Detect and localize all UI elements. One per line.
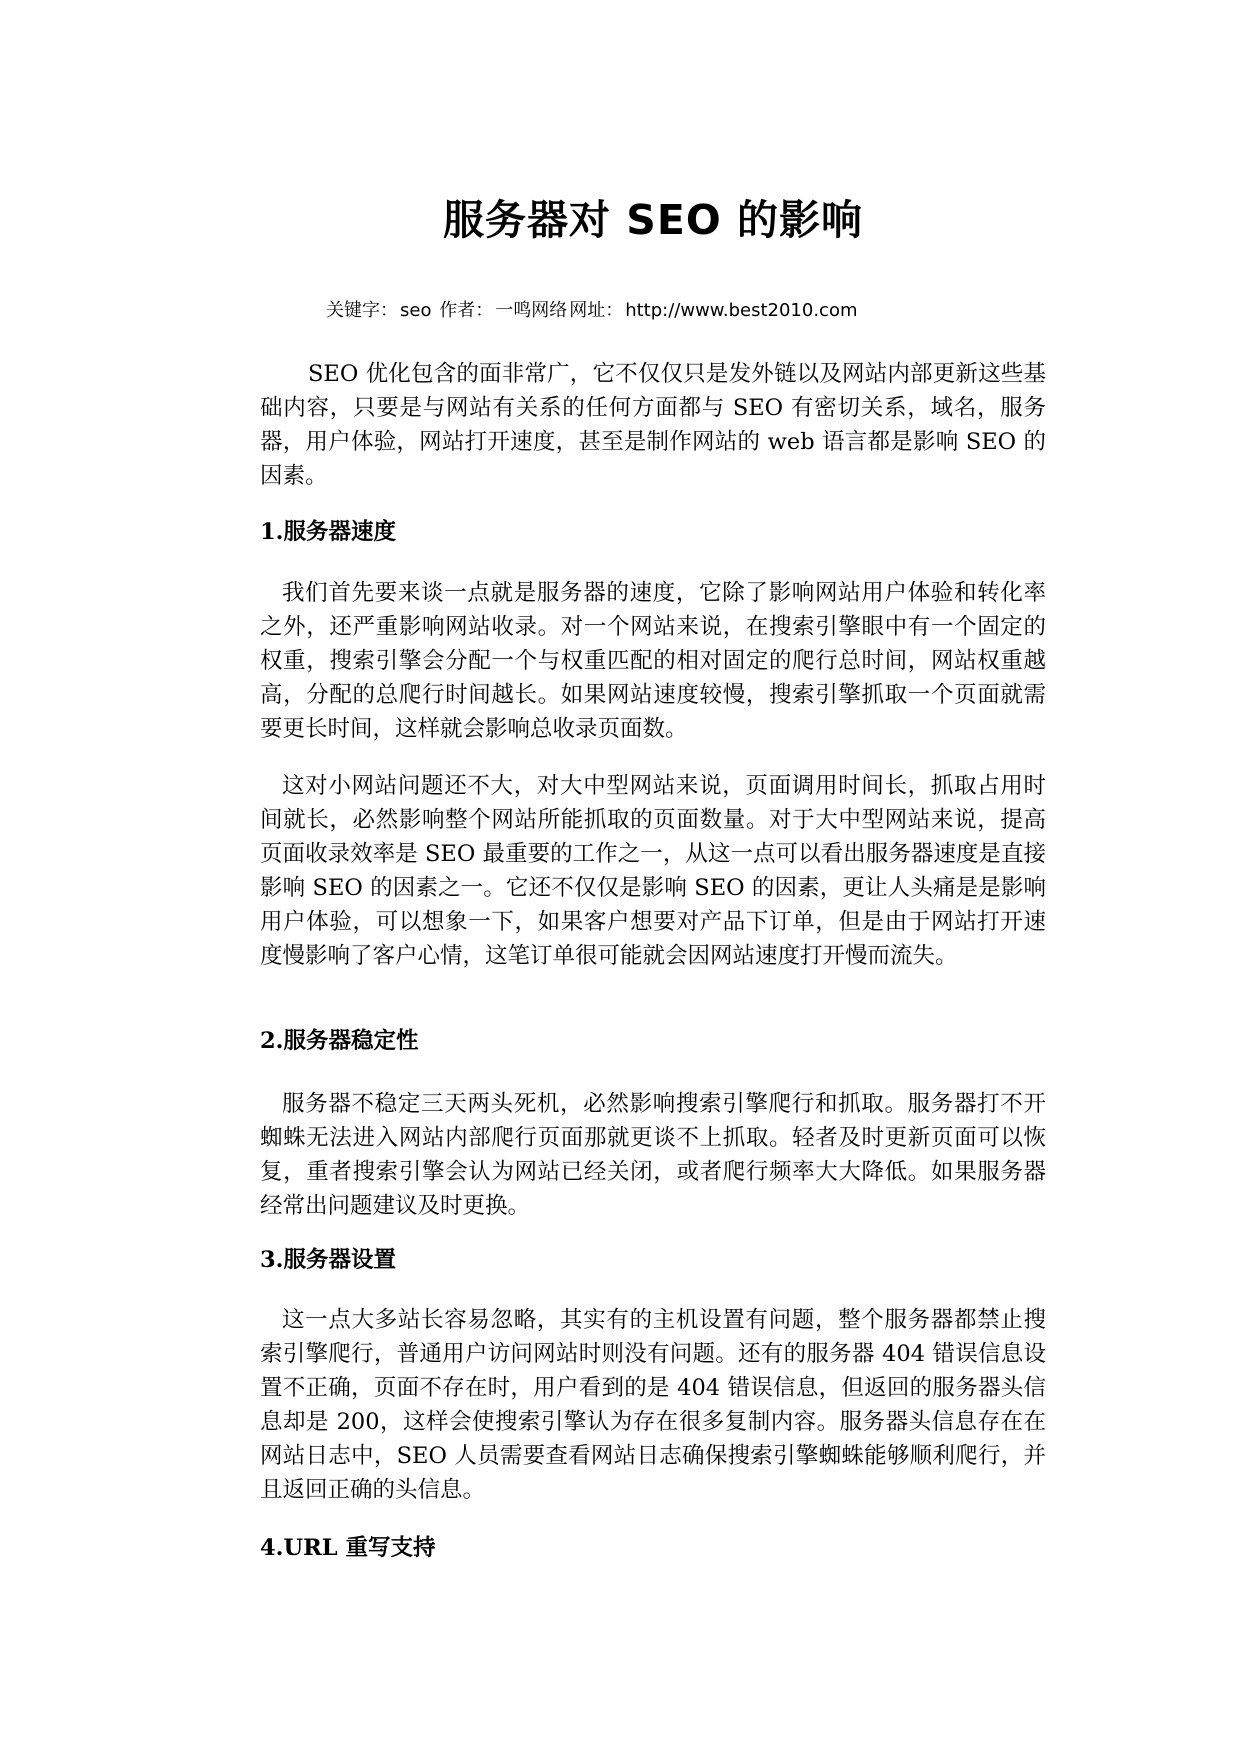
document-title: 服务器对 SEO 的影响: [443, 196, 863, 244]
keyword-label: 关键字：: [326, 300, 398, 321]
url-label: 网址：: [569, 300, 624, 321]
section-heading-server-stability: 2.服务器稳定性: [260, 1028, 419, 1054]
section-heading-url-rewrite: 4.URL 重写支持: [260, 1535, 436, 1561]
section-heading-server-settings: 3.服务器设置: [260, 1247, 396, 1273]
url-value: http://www.best2010.com: [625, 300, 858, 321]
section-2-paragraph-1: 服务器不稳定三天两头死机，必然影响搜索引擎爬行和抓取。服务器打不开蜘蛛无法进入网站内部爬行页面那就更谈不上抓取。轻者及时更新页面可以恢复，重者搜索引擎会认为网站已经关闭，或者爬行频率大大降低。如果服务器经常出问题建议及时更换。: [260, 1091, 1046, 1219]
author-label: 作者：: [439, 300, 494, 321]
document-meta-line: [326, 297, 1046, 325]
section-heading-server-speed: 1.服务器速度: [260, 519, 396, 545]
keyword-value: seo: [400, 300, 432, 321]
section-1-paragraph-2: 这对小网站问题还不大，对大中型网站来说，页面调用时间长，抓取占用时间就长，必然影响整个网站所能抓取的页面数量。对于大中型网站来说，提高页面收录效率是 SEO 最重要的工作之一，从这一点可以看出服务器速度是直接影响 SEO 的因素之一。它还不仅仅是影响 SEO 的因素，更让人头痛是是影响用户体验，可以想象一下，如果客户想要对产品下订单，但是由于网站打开速度慢影响了客户心情，这笔订单很可能就会因网站速度打开慢而流失。: [260, 773, 1046, 969]
document-page: [260, 0, 1046, 1754]
author-value: 一鸣网络: [495, 300, 568, 321]
intro-paragraph: SEO 优化包含的面非常广，它不仅仅只是发外链以及网站内部更新这些基础内容，只要是与网站有关系的任何方面都与 SEO 有密切关系，域名，服务器，用户体验，网站打开速度，甚至是制作网站的 web 语言都是影响 SEO 的因素。: [260, 361, 1046, 489]
section-3-paragraph-1: 这一点大多站长容易忽略，其实有的主机设置有问题，整个服务器都禁止搜索引擎爬行，普通用户访问网站时则没有问题。还有的服务器 404 错误信息设置不正确，页面不存在时，用户看到的是 404 错误信息，但返回的服务器头信息却是 200，这样会使搜索引擎认为存在很多复制内容。服务器头信息存在在网站日志中，SEO 人员需要查看网站日志确保搜索引擎蜘蛛能够顺利爬行，并且返回正确的头信息。: [260, 1307, 1046, 1503]
section-1-paragraph-1: 我们首先要来谈一点就是服务器的速度，它除了影响网站用户体验和转化率之外，还严重影响网站收录。对一个网站来说，在搜索引擎眼中有一个固定的权重，搜索引擎会分配一个与权重匹配的相对固定的爬行总时间，网站权重越高，分配的总爬行时间越长。如果网站速度较慢，搜索引擎抓取一个页面就需要更长时间，这样就会影响总收录页面数。: [260, 580, 1046, 742]
